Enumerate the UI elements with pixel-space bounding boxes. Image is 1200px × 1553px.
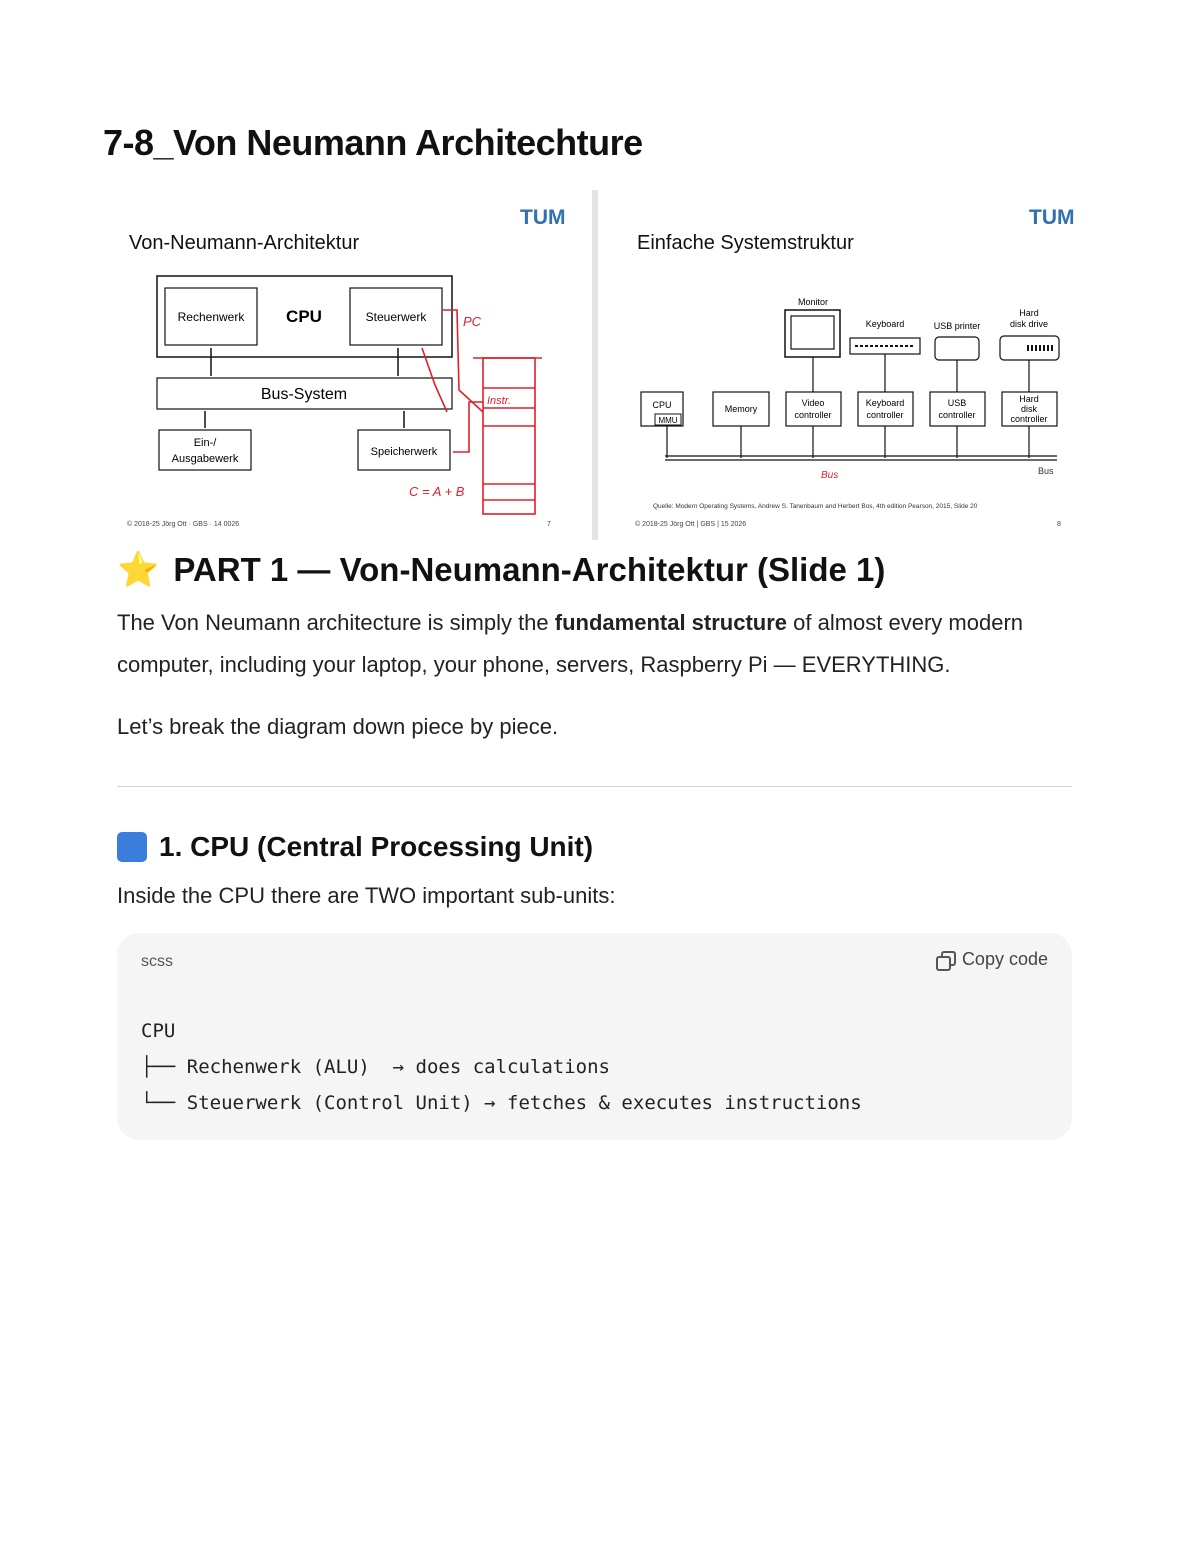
monitor-label: Monitor: [797, 297, 829, 307]
cpu-label: CPU: [286, 307, 322, 326]
part1-paragraph-2: Let’s break the diagram down piece by piece.: [117, 714, 559, 739]
keyboard-label: Keyboard: [865, 319, 905, 329]
part1-paragraph: [117, 602, 1072, 686]
section1-intro: Inside the CPU there are TWO important sub-units:: [117, 883, 616, 908]
hard-disk-label-1: Hard: [1019, 308, 1039, 318]
system-structure-diagram: [617, 190, 1074, 540]
slide2-source: Quelle: Modern Operating Systems, Andrew S. Tanenbaum and Herbert Bos, 4th edition Pearson, 2015, Slide 20: [653, 503, 978, 510]
star-icon: ⭐: [117, 551, 160, 589]
slide-divider: [592, 190, 598, 540]
para1-text-a: The Von Neumann architecture is simply the: [117, 610, 555, 635]
page-title: 7-8_Von Neumann Architechture: [103, 122, 643, 163]
video-label-2: controller: [794, 410, 832, 420]
slide1-footer-right: 7: [547, 521, 551, 528]
copy-code-button[interactable]: [936, 949, 1048, 970]
video-label-1: Video: [801, 398, 825, 408]
annotation-pc: PC: [463, 314, 482, 329]
annotation-instr: Instr.: [487, 395, 512, 407]
usb-label-1: USB: [947, 398, 967, 408]
code-content: CPU ├── Rechenwerk (ALU) → does calculations └── Steuerwerk (Control Unit) → fetches & executes instructions: [141, 1020, 862, 1114]
annotation-bus: Bus: [821, 470, 839, 481]
slide1-title: Von-Neumann-Architektur: [129, 232, 360, 254]
hd-label-3: controller: [1010, 414, 1048, 424]
monitor-screen: [791, 316, 834, 349]
von-neumann-diagram: [117, 190, 587, 540]
tum-logo: TUM: [520, 206, 566, 229]
slide-von-neumann: [117, 190, 587, 540]
slide2-title: Einfache Systemstruktur: [637, 232, 854, 254]
speicherwerk-label: Speicherwerk: [370, 446, 438, 458]
kb-label-1: Keyboard: [865, 398, 905, 408]
code-language-label: scss: [141, 953, 173, 970]
slide-systemstruktur: [617, 190, 1074, 540]
mmu-label: MMU: [658, 416, 678, 425]
code-block: [117, 933, 1072, 1140]
cpu-box-label: CPU: [652, 400, 672, 410]
hd-label-1: Hard: [1019, 394, 1039, 404]
bus-system-label: Bus-System: [260, 386, 348, 403]
para1-bold: fundamental structure: [554, 610, 788, 635]
device-connectors: [813, 354, 1029, 392]
section1-heading-text: 1. CPU (Central Processing Unit): [159, 831, 594, 862]
rechenwerk-label: Rechenwerk: [177, 310, 245, 324]
usb-label-2: controller: [938, 410, 976, 420]
blue-square-icon: [117, 832, 147, 862]
slides-image: [117, 190, 1074, 540]
steuerwerk-label: Steuerwerk: [365, 310, 427, 324]
printer-shape: [935, 337, 979, 360]
annotation-formula: C = A + B: [409, 484, 465, 499]
hard-disk-label-2: disk drive: [1009, 319, 1049, 329]
part1-heading-text: PART 1 — Von-Neumann-Architektur (Slide 1): [173, 551, 886, 588]
kb-label-2: controller: [866, 410, 904, 420]
para1-text-b: of almost every modern computer, including your laptop, your phone, servers, Raspberry Pi — EVERYTHING.: [117, 610, 1024, 677]
bus-lines: [665, 426, 1057, 460]
hard-disk-shape: [1000, 336, 1059, 360]
copy-code-label: Copy code: [961, 949, 1048, 969]
slide2-footer-right: 8: [1057, 521, 1061, 528]
slide2-footer-left: © 2018-25 Jörg Ott | GBS | 15 2026: [635, 521, 747, 528]
article-content: [117, 548, 1072, 1140]
hd-label-2: disk: [1020, 404, 1038, 414]
memory-label: Memory: [724, 404, 758, 414]
slide1-footer-left: © 2018-25 Jörg Ott · GBS · 14 0026: [127, 521, 240, 528]
io-label-2: Ausgabewerk: [171, 453, 239, 465]
bus-label: Bus: [1038, 466, 1054, 476]
tum-logo-2: TUM: [1029, 206, 1074, 229]
part1-heading: [117, 548, 1072, 592]
section1-heading: [117, 827, 1072, 867]
copy-icon: [936, 951, 954, 969]
section-divider: [117, 786, 1072, 787]
usb-printer-label: USB printer: [933, 321, 981, 331]
io-label-1: Ein-/: [193, 437, 217, 449]
